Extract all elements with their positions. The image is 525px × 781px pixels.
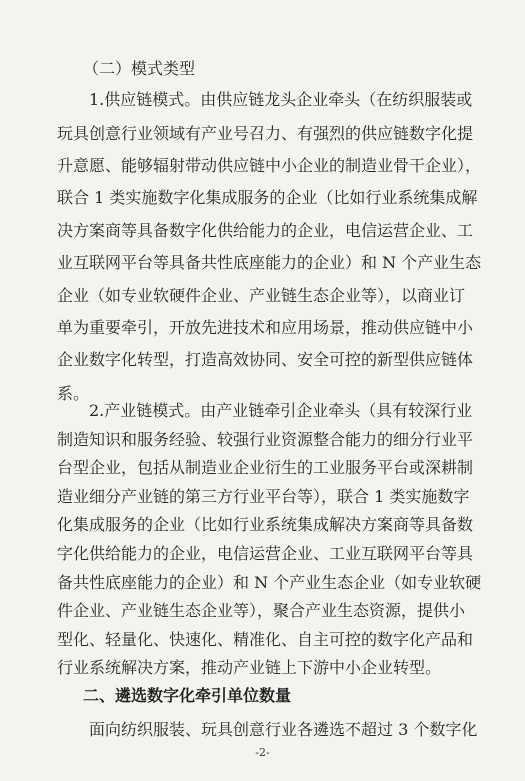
section-heading-quantity: 二、遴选数字化牵引单位数量: [83, 686, 292, 705]
paragraph-line: 企业（如专业软硬件企业、产业链生态企业等），以商业订: [57, 286, 466, 305]
paragraph-line: 化集成服务的企业（比如行业系统集成解决方案商等具备数: [57, 515, 474, 534]
paragraph-line: 联合 1 类实施数字化集成服务的企业（比如行业系统集成解: [57, 188, 478, 207]
paragraph-line: 件企业、产业链生态企业等），聚合产业生态资源，提供小: [57, 601, 466, 620]
paragraph-line: 型化、轻量化、快速化、精准化、自主可控的数字化产品和: [57, 630, 474, 649]
paragraph-line: 2.产业链模式。由产业链牵引企业牵头（具有较深行业: [89, 401, 473, 420]
paragraph-line: 系。: [57, 384, 90, 403]
paragraph-line: 面向纺织服装、玩具创意行业各遴选不超过 3 个数字化: [89, 720, 478, 739]
paragraph-line: 字化供给能力的企业，电信运营企业、工业互联网平台等具: [57, 544, 474, 563]
paragraph-line: 企业数字化转型，打造高效协同、安全可控的新型供应链体: [57, 350, 474, 369]
paragraph-line: 造业细分产业链的第三方行业平台等），联合 1 类实施数字: [57, 487, 470, 506]
paragraph-line: 制造知识和服务经验、较强行业资源整合能力的细分行业平: [57, 430, 474, 449]
page-number: -2-: [255, 746, 270, 759]
paragraph-line: 单为重要牵引，开放先进技术和应用场景，推动供应链中小: [57, 318, 474, 337]
paragraph-line: 玩具创意行业领域有产业号召力、有强烈的供应链数字化提: [57, 124, 474, 143]
section-title: （二）模式类型: [83, 59, 196, 78]
paragraph-line: 台型企业，包括从制造业企业衍生的工业服务平台或深耕制: [57, 458, 474, 477]
paragraph-line: 行业系统解决方案，推动产业链上下游中小企业转型。: [57, 658, 442, 677]
paragraph-line: 1.供应链模式。由供应链龙头企业牵头（在纺织服装或: [89, 90, 473, 109]
paragraph-line: 备共性底座能力的企业）和 N 个产业生态企业（如专业软硬: [57, 573, 482, 592]
paragraph-line: 升意愿、能够辐射带动供应链中小企业的制造业骨干企业），: [57, 156, 482, 175]
paragraph-line: 决方案商等具备数字化供给能力的企业，电信运营企业、工: [57, 221, 474, 240]
paragraph-line: 业互联网平台等具备共性底座能力的企业）和 N 个产业生态: [57, 253, 482, 272]
